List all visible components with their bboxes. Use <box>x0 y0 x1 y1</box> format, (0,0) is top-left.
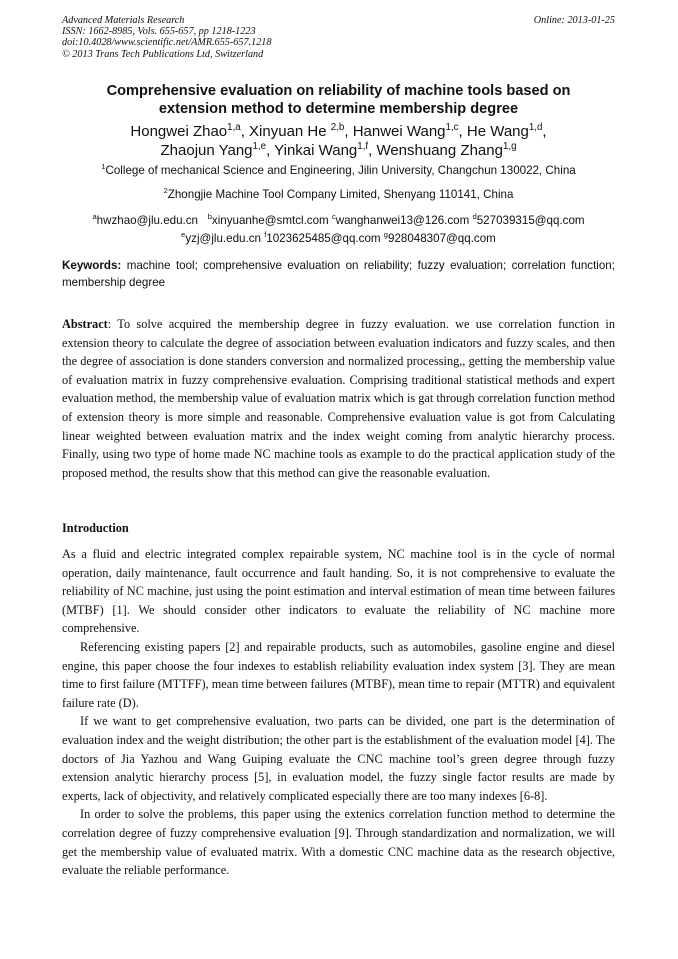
online-date: Online: 2013-01-25 <box>533 15 615 26</box>
author-name: Wenshuang Zhang <box>376 142 503 159</box>
title-line-2: extension method to determine membership degree <box>158 101 519 117</box>
affiliation-sup: 1 <box>101 162 106 172</box>
journal-name: Advanced Materials Research <box>62 15 185 26</box>
abstract-label: Abstract <box>62 317 108 331</box>
author-sup: 1,e <box>252 141 267 152</box>
author-sup: 1,c <box>445 122 459 133</box>
introduction-body <box>62 545 615 880</box>
author-name: Hongwei Zhao <box>130 123 228 140</box>
author-sup: 2,b <box>330 122 345 133</box>
paper-title <box>62 82 615 118</box>
abstract <box>62 315 615 482</box>
email-link[interactable]: yzj@jlu.edu.cn <box>185 232 261 245</box>
paragraph: If we want to get comprehensive evaluation, two parts can be divided, one part is the determination of evaluation index and the weight distribution; the other part is the establishment of the evaluation model [4]. The doctors of Jia Yazhou and Wang Guiping evaluate the CNC machine tool’s green degree through fuzzy extension analytic hierarchy process [5], in evaluation model, the fuzzy single factor results are made by experts, lack of objectivity, and relatively complicated especially there are too many indexes [6-8]. <box>62 714 615 803</box>
affiliation-text: Zhongjie Machine Tool Company Limited, Shenyang 110141, China <box>167 188 514 201</box>
author-list <box>62 122 615 160</box>
email-link[interactable]: xinyuanhe@smtcl.com <box>211 214 329 227</box>
keywords-label: Keywords: <box>62 259 122 272</box>
author-sup: 1,g <box>502 141 517 152</box>
author-name: Xinyuan He <box>249 123 327 140</box>
keywords <box>62 257 615 291</box>
abstract-text: : To solve acquired the membership degree in fuzzy evaluation. we use correlation function in extension theory to calculate the degree of association between evaluation indicators and fuzzy scales, and then the degree of association is done standers conversion and normalized processing,, getting the membership value of evaluation matrix in fuzzy comprehensive evaluation. Comprising traditional statistical methods and expert evaluation method, the membership value of evaluation matrix which is gat through correlation function method of extension theory is more simple and reasonable. Comprehensive evaluation value is got from Calculating linear weighted between evaluation matrix and the index weight coming from analytic hierarchy process. Finally, using two type of home made NC machine tools as example to do the practical application study of the proposed method, the results show that this method can give the reasonable evaluation. <box>62 317 615 480</box>
email-link[interactable]: hwzhao@jlu.edu.cn <box>96 214 199 227</box>
email-link[interactable]: 527039315@qq.com <box>476 214 585 227</box>
keywords-text: machine tool; comprehensive evaluation on reliability; fuzzy evaluation; correlation function; membership degree <box>62 259 615 289</box>
author-line-1: Hongwei Zhao$^{1,a}$, Xinyuan He $^{2,b}$, Hanwei Wang$^{1,c}$, He Wang$^{1,d}$, <box>130 122 547 140</box>
paragraph: As a fluid and electric integrated complex repairable system, NC machine tool is in the cycle of normal operation, daily maintenance, fault occurrence and fault handing. So, it is not comprehensive to evaluate the reliability of NC machine, just using the point estimation and interval estimation of mean time between failures (MTBF) [1]. We should consider other indicators to evaluate the reliability of NC machine more comprehensive. <box>62 547 615 636</box>
journal-header <box>62 15 615 60</box>
affiliation-2 <box>62 188 615 202</box>
copyright-line: © 2013 Trans Tech Publications Ltd, Switzerland <box>62 48 264 60</box>
email-line-1: $^a$hwzhao@jlu.edu.cn $^b$xinyuanhe@smtcl.com $^c$wanghanwei13@126.com $^d$527039315@qq.com <box>92 212 585 227</box>
email-link[interactable]: 928048307@qq.com <box>388 232 496 245</box>
affiliation-1 <box>62 164 615 178</box>
author-name: Hanwei Wang <box>352 123 446 140</box>
paragraph: In order to solve the problems, this paper using the extenics correlation function method to determine the correlation degree of fuzzy comprehensive evaluation [9]. Through standardization and normalization, we will get the membership value of evaluated matrix. With a domestic CNC machine data as the research objective, evaluate the reliable performance. <box>62 807 615 878</box>
author-sup: 1,d <box>528 122 543 133</box>
author-name: He Wang <box>466 123 529 140</box>
author-name: Yinkai Wang <box>274 142 358 159</box>
author-sup: 1,a <box>227 122 241 133</box>
email-link[interactable]: wanghanwei13@126.com <box>335 214 470 227</box>
title-line-1: Comprehensive evaluation on reliability of machine tools based on <box>106 83 571 99</box>
author-name: Zhaojun Yang <box>160 142 253 159</box>
section-heading-introduction: Introduction <box>62 521 129 535</box>
affiliation-sup: 2 <box>163 186 168 196</box>
paragraph: Referencing existing papers [2] and repairable products, such as automobiles, gasoline engine and diesel engine, this paper choose the four indexes to establish reliability evaluation index system [3]. They are mean time to first failure (MTTFF), mean time between failures (MTBF), mean time to repair (MTTR) and equivalent failure rate (D). <box>62 639 615 710</box>
issn-line: ISSN: 1662-8985, Vols. 655-657, pp 1218-1223 <box>62 26 256 38</box>
author-line-2: Zhaojun Yang$^{1,e}$, Yinkai Wang$^{1,f}$, Wenshuang Zhang$^{1,g}$ <box>160 141 517 159</box>
author-sup: 1,f <box>357 141 369 152</box>
affiliation-text: College of mechanical Science and Engineering, Jilin University, Changchun 130022, China <box>105 164 576 177</box>
doi-line: doi:10.4028/www.scientific.net/AMR.655-657.1218 <box>62 37 272 49</box>
email-line-2: $^e$yzj@jlu.edu.cn $^f$1023625485@qq.com $^g$928048307@qq.com <box>181 230 496 245</box>
email-link[interactable]: 1023625485@qq.com <box>266 232 381 245</box>
